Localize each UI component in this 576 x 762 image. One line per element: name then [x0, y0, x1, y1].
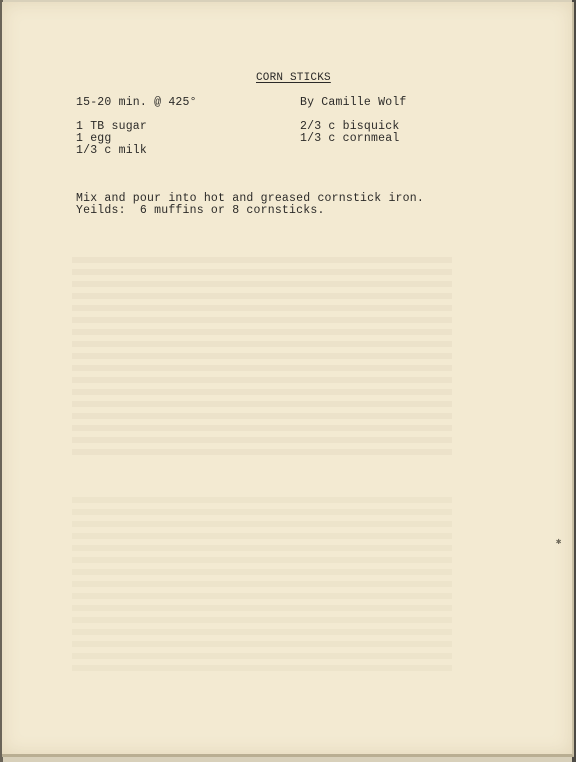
ingredient-item: 1/3 c cornmeal: [300, 132, 400, 145]
ingredient-item: 1/3 c milk: [76, 144, 148, 157]
recipe-title: CORN STICKS: [256, 72, 331, 84]
instructions-line: Mix and pour into hot and greased cornstick iron.: [76, 192, 424, 205]
show-through-texture: [72, 257, 452, 457]
binding-mark-icon: ✱: [556, 537, 562, 547]
baking-time: 15-20 min. @ 425°: [76, 96, 197, 109]
ingredient-item: 1 TB sugar: [76, 120, 148, 133]
recipe-page: [2, 2, 574, 757]
ingredient-item: 1 egg: [76, 132, 112, 145]
show-through-texture: [72, 497, 452, 677]
recipe-author: By Camille Wolf: [300, 96, 407, 109]
ingredient-item: 2/3 c bisquick: [300, 120, 400, 133]
yield-line: Yeilds: 6 muffins or 8 cornsticks.: [76, 204, 325, 217]
